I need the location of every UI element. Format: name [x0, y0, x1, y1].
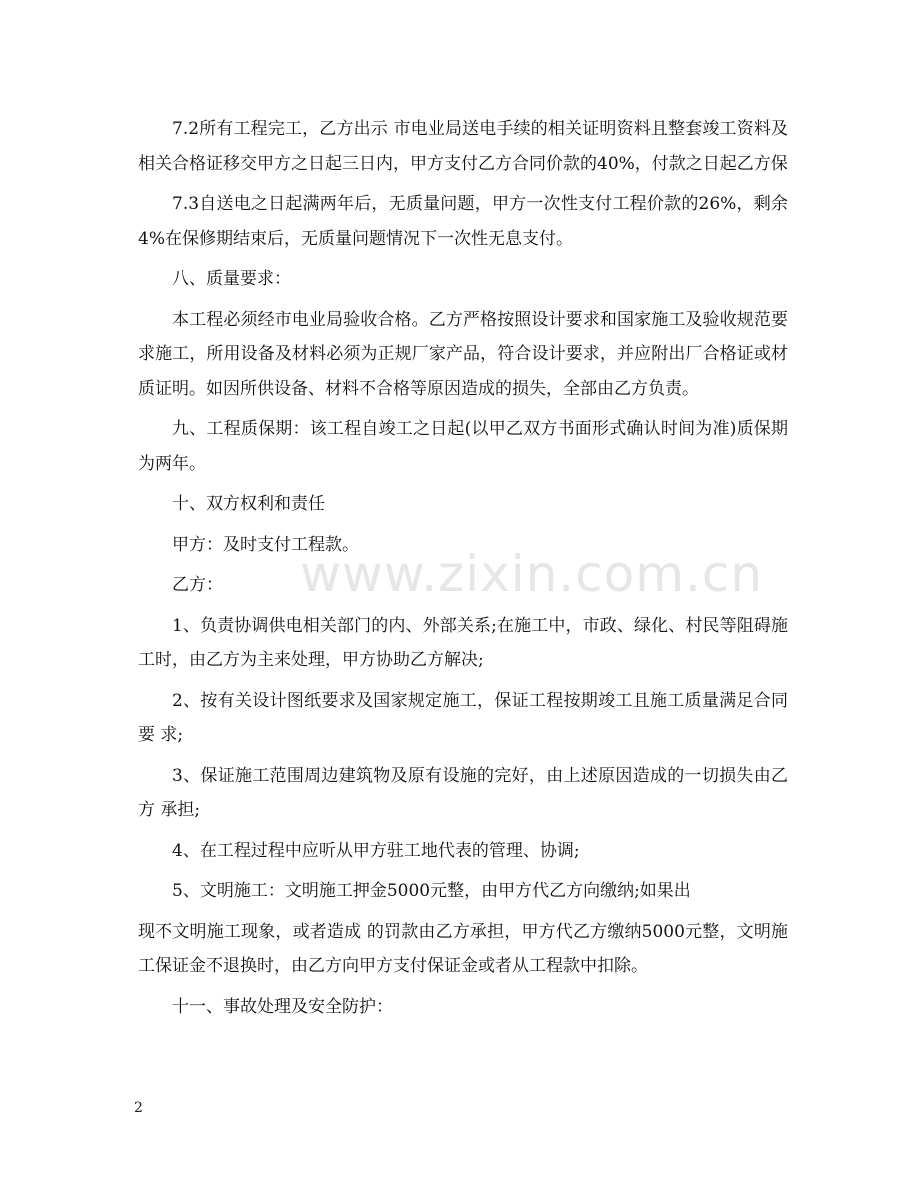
section-heading-accident-handling: 十一、事故处理及安全防护：	[172, 996, 393, 1017]
section-heading-rights-responsibilities: 十、双方权利和责任	[172, 494, 325, 514]
list-item-1: 1、负责协调供电相关部门的内、外部关系;在施工中，市政、绿化、村民等阻碍施 工时，由乙方为主来处理，甲方协助乙方解决;	[138, 615, 788, 670]
paragraph-7-3: 7.3自送电之日起满两年后，无质量问题，甲方一次性支付工程价款的26%，剩余4%在保修期结束后，无质量问题情况下一次性无息支付。	[138, 194, 788, 249]
paragraph-party-b-label: 乙方：	[172, 575, 223, 595]
list-item-2: 2、按有关设计图纸要求及国家规定施工，保证工程按期竣工且施工质量满足合同要 求;	[138, 690, 788, 745]
paragraph-party-a: 甲方：及时支付工程款。	[172, 534, 359, 555]
paragraph-quality-requirements: 本工程必须经市电业局验收合格。乙方严格按照设计要求和国家施工及验收规范要求施工，所用设备及材料必须为正规厂家产品，符合设计要求，并应附出厂合格证或材质证明。如因所供设备、材料不合格等原因造成的损失，全部由乙方负责。	[138, 309, 788, 399]
paragraph-7-2: 7.2所有工程完工，乙方出示 市电业局送电手续的相关证明资料且整套竣工资料及相关合格证移交甲方之日起三日内，甲方支付乙方合同价款的40%，付款之日起乙方保	[138, 119, 788, 174]
page-number: 2	[134, 1100, 143, 1116]
paragraph-warranty-period: 九、工程质保期：该工程自竣工之日起(以甲乙双方书面形式确认时间为准)质保期为两年。	[138, 419, 788, 474]
watermark-text: www.zixin.com.cn	[300, 545, 764, 603]
list-item-5: 5、文明施工：文明施工押金5000元整，由甲方代乙方向缴纳;如果出	[172, 881, 691, 901]
list-item-4: 4、在工程过程中应听从甲方驻工地代表的管理、协调;	[172, 840, 580, 861]
list-item-5-continuation: 现不文明施工现象，或者造成 的罚款由乙方承担，甲方代乙方缴纳5000元整，文明施工保证金不退换时，由乙方向甲方支付保证金或者从工程款中扣除。	[138, 921, 788, 976]
list-item-3: 3、保证施工范围周边建筑物及原有设施的完好，由上述原因造成的一切损失由乙方 承担;	[138, 765, 788, 820]
section-heading-quality-requirements: 八、质量要求：	[172, 269, 291, 289]
